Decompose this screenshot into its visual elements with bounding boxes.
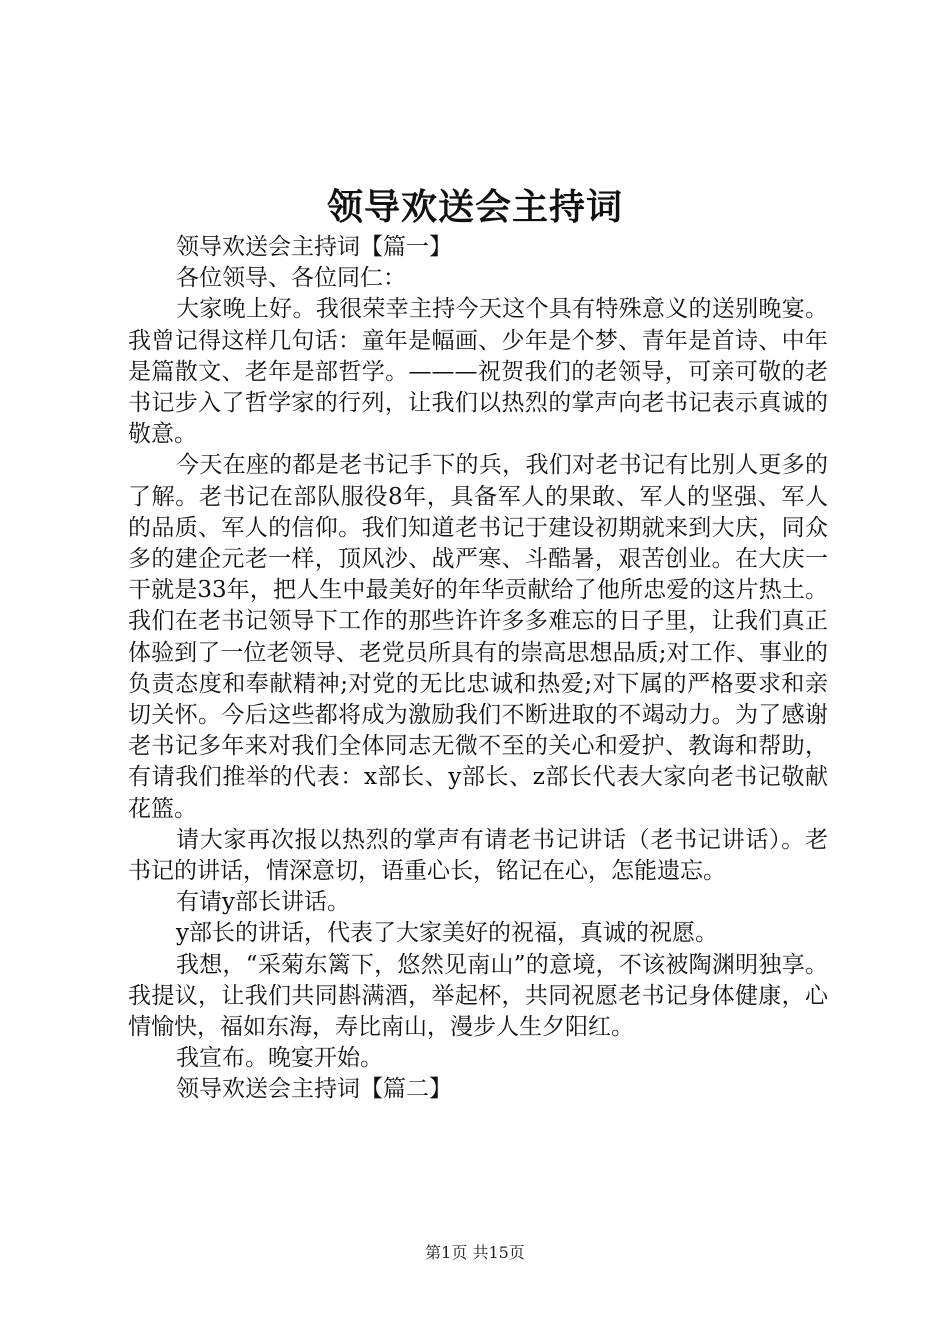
document-title: 领导欢送会主持词: [326, 186, 623, 228]
document-body: [128, 232, 828, 1106]
paragraph-opening: 大家晚上好。我很荣幸主持今天这个具有特殊意义的送别晚宴。我曾记得这样几句话：童年是幅画、少年是个梦、青年是首诗、中年是篇散文、老年是部哲学。———祝贺我们的老领导，可亲可敬的老书记步入了哲学家的行列，让我们以热烈的掌声向老书记表示真诚的敬意。: [128, 296, 828, 448]
section-heading-2: 领导欢送会主持词【篇二】: [176, 1076, 452, 1103]
paragraph-announce: 我宣布。晚宴开始。: [176, 1045, 383, 1072]
salutation: 各位领导、各位同仁：: [176, 265, 406, 292]
page-number: 第1页 共15页: [425, 1243, 525, 1262]
section-heading-1: 领导欢送会主持词【篇一】: [176, 234, 452, 260]
paragraph-y-summary: y部长的讲话，代表了大家美好的祝福，真诚的祝愿。: [176, 920, 718, 947]
paragraph-y-invite: 有请y部长讲话。: [176, 889, 350, 916]
paragraph-speech-invite: 请大家再次报以热烈的掌声有请老书记讲话（老书记讲话）。老书记的讲话，情深意切，语重心长，铭记在心，怎能遗忘。: [128, 826, 828, 885]
paragraph-toast: 我想，“采菊东篱下，悠然见南山”的意境，不该被陶渊明独享。我提议，让我们共同斟满酒，举起杯，共同祝愿老书记身体健康，心情愉快，福如东海，寿比南山，漫步人生夕阳红。: [128, 951, 828, 1041]
paragraph-tribute: 今天在座的都是老书记手下的兵，我们对老书记有比别人更多的了解。老书记在部队服役8年，具备军人的果敢、军人的坚强、军人的品质、军人的信仰。我们知道老书记于建设初期就来到大庆，同众多的建企元老一样，顶风沙、战严寒、斗酷暑，艰苦创业。在大庆一干就是33年，把人生中最美好的年华贡献给了他所忠爱的这片热土。我们在老书记领导下工作的那些许许多多难忘的日子里，让我们真正体验到了一位老领导、老党员所具有的崇高思想品质;对工作、事业的负责态度和奉献精神;对党的无比忠诚和热爱;对下属的严格要求和亲切关怀。今后这些都将成为激励我们不断进取的不竭动力。为了感谢老书记多年来对我们全体同志无微不至的关心和爱护、教诲和帮助，有请我们推举的代表：x部长、y部长、z部长代表大家向老书记敬献花篮。: [128, 452, 828, 822]
